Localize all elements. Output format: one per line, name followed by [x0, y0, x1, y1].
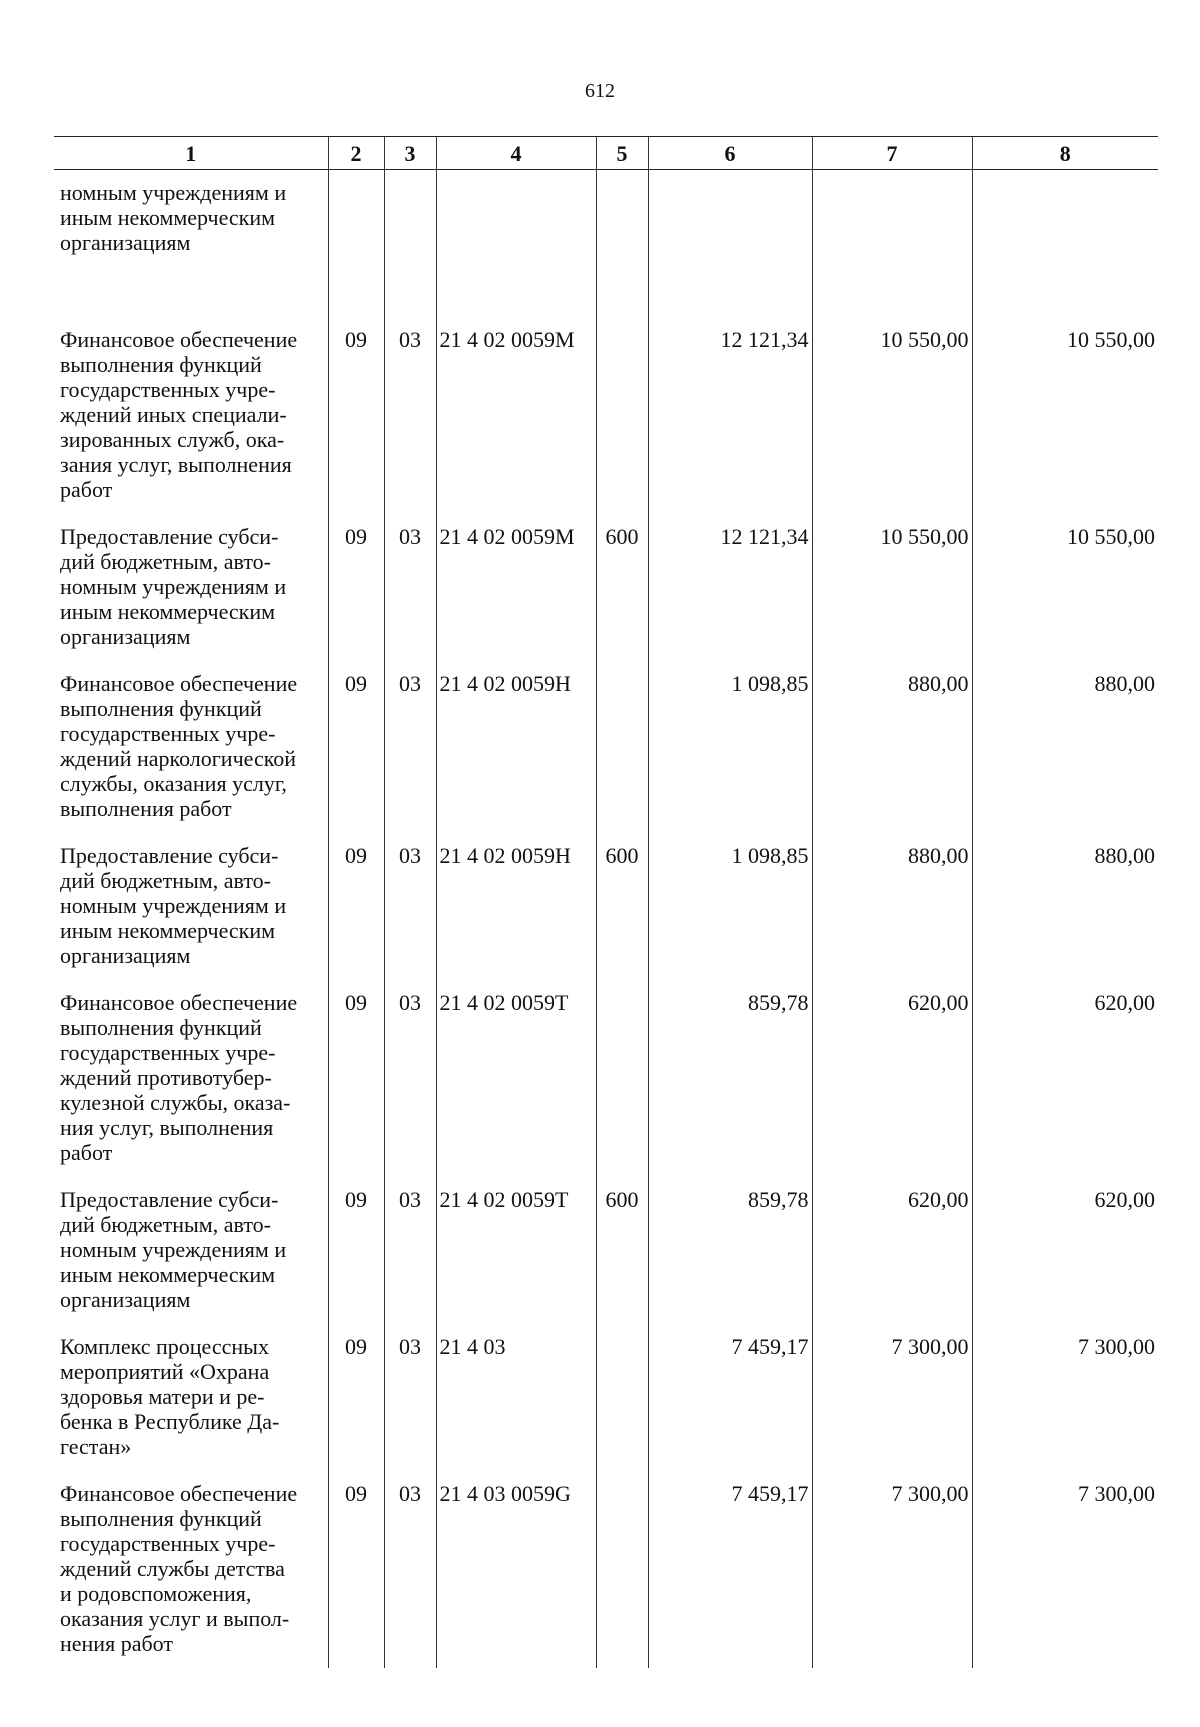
cell-col-7 — [812, 170, 972, 328]
column-header: 4 — [436, 137, 596, 170]
cell-col-5 — [596, 327, 648, 524]
row-name-cell: номным учреждениям и иным некоммерческим организациям — [60, 180, 287, 255]
cell-col-4 — [436, 170, 596, 328]
table-row — [54, 1481, 1158, 1668]
cell-col-3: 03 — [384, 990, 436, 1187]
row-name-cell: Финансовое обеспечение выполнения функций государственных учре- ждений иных специали- зированных служб, ока- зания услуг, выполнения работ — [60, 327, 298, 502]
cell-col-7: 7 300,00 — [812, 1481, 972, 1668]
cell-col-3: 03 — [384, 1481, 436, 1668]
cell-col-4: 21 4 02 0059Т — [436, 1187, 596, 1334]
cell-col-3: 03 — [384, 327, 436, 524]
row-name-cell: Финансовое обеспечение выполнения функций государственных учре- ждений наркологической службы, оказания услуг, выполнения работ — [60, 671, 298, 821]
table-row — [54, 327, 1158, 524]
cell-col-6: 7 459,17 — [648, 1481, 812, 1668]
row-name-cell: Комплекс процессных мероприятий «Охрана здоровья матери и ре- бенка в Республике Да- гестан» — [60, 1334, 280, 1459]
column-header: 3 — [384, 137, 436, 170]
cell-col-7: 620,00 — [812, 990, 972, 1187]
cell-col-2: 09 — [328, 1187, 384, 1334]
cell-col-8: 7 300,00 — [972, 1481, 1158, 1668]
cell-col-3: 03 — [384, 1334, 436, 1481]
column-header: 2 — [328, 137, 384, 170]
cell-col-6: 859,78 — [648, 990, 812, 1187]
cell-col-6: 12 121,34 — [648, 524, 812, 671]
column-header: 8 — [972, 137, 1158, 170]
cell-col-6 — [648, 170, 812, 328]
cell-col-6: 12 121,34 — [648, 327, 812, 524]
cell-col-4: 21 4 02 0059Т — [436, 990, 596, 1187]
cell-col-8: 10 550,00 — [972, 327, 1158, 524]
table-row — [54, 1187, 1158, 1334]
cell-col-6: 859,78 — [648, 1187, 812, 1334]
cell-col-3: 03 — [384, 843, 436, 990]
cell-col-8: 880,00 — [972, 671, 1158, 843]
table-row — [54, 843, 1158, 990]
table-row — [54, 524, 1158, 671]
cell-col-3 — [384, 170, 436, 328]
column-header: 5 — [596, 137, 648, 170]
table-row — [54, 671, 1158, 843]
column-header: 7 — [812, 137, 972, 170]
cell-col-2: 09 — [328, 1334, 384, 1481]
cell-col-8: 620,00 — [972, 990, 1158, 1187]
cell-col-7: 880,00 — [812, 843, 972, 990]
cell-col-7: 10 550,00 — [812, 327, 972, 524]
row-name-cell: Предоставление субси- дий бюджетным, авто- номным учреждениям и иным некоммерческим организациям — [60, 524, 287, 649]
cell-col-3: 03 — [384, 524, 436, 671]
cell-col-2 — [328, 170, 384, 328]
row-name-cell: Предоставление субси- дий бюджетным, авто- номным учреждениям и иным некоммерческим организациям — [60, 1187, 287, 1312]
table-header-row — [54, 137, 1158, 170]
cell-col-2: 09 — [328, 843, 384, 990]
table-row — [54, 1334, 1158, 1481]
cell-col-6: 1 098,85 — [648, 671, 812, 843]
cell-col-5: 600 — [596, 843, 648, 990]
table-row — [54, 990, 1158, 1187]
cell-col-2: 09 — [328, 990, 384, 1187]
cell-col-3: 03 — [384, 671, 436, 843]
cell-col-4: 21 4 02 0059Н — [436, 843, 596, 990]
budget-table — [54, 136, 1158, 1668]
cell-col-5 — [596, 1334, 648, 1481]
cell-col-8: 10 550,00 — [972, 524, 1158, 671]
cell-col-4: 21 4 02 0059М — [436, 524, 596, 671]
cell-col-7: 10 550,00 — [812, 524, 972, 671]
cell-col-5 — [596, 170, 648, 328]
cell-col-5: 600 — [596, 524, 648, 671]
cell-col-4: 21 4 03 0059G — [436, 1481, 596, 1668]
cell-col-6: 1 098,85 — [648, 843, 812, 990]
page-number: 612 — [585, 80, 615, 102]
cell-col-3: 03 — [384, 1187, 436, 1334]
cell-col-5 — [596, 1481, 648, 1668]
cell-col-5 — [596, 671, 648, 843]
cell-col-4: 21 4 02 0059М — [436, 327, 596, 524]
cell-col-7: 7 300,00 — [812, 1334, 972, 1481]
cell-col-2: 09 — [328, 327, 384, 524]
column-header: 6 — [648, 137, 812, 170]
cell-col-4: 21 4 02 0059Н — [436, 671, 596, 843]
cell-col-6: 7 459,17 — [648, 1334, 812, 1481]
cell-col-8: 880,00 — [972, 843, 1158, 990]
column-header: 1 — [54, 137, 328, 170]
cell-col-8 — [972, 170, 1158, 328]
row-name-cell: Финансовое обеспечение выполнения функций государственных учре- ждений службы детства и родовспоможения, оказания услуг и выпол- нения работ — [60, 1481, 298, 1656]
row-name-cell: Предоставление субси- дий бюджетным, авто- номным учреждениям и иным некоммерческим организациям — [60, 843, 287, 968]
cell-col-7: 620,00 — [812, 1187, 972, 1334]
cell-col-5 — [596, 990, 648, 1187]
cell-col-4: 21 4 03 — [436, 1334, 596, 1481]
cell-col-5: 600 — [596, 1187, 648, 1334]
cell-col-2: 09 — [328, 1481, 384, 1668]
cell-col-2: 09 — [328, 671, 384, 843]
row-name-cell: Финансовое обеспечение выполнения функций государственных учре- ждений противотубер- кулезной службы, оказа- ния услуг, выполнения работ — [60, 990, 298, 1165]
cell-col-2: 09 — [328, 524, 384, 671]
cell-col-8: 7 300,00 — [972, 1334, 1158, 1481]
cell-col-7: 880,00 — [812, 671, 972, 843]
cell-col-8: 620,00 — [972, 1187, 1158, 1334]
table-row — [54, 170, 1158, 328]
table-body — [54, 170, 1158, 1669]
